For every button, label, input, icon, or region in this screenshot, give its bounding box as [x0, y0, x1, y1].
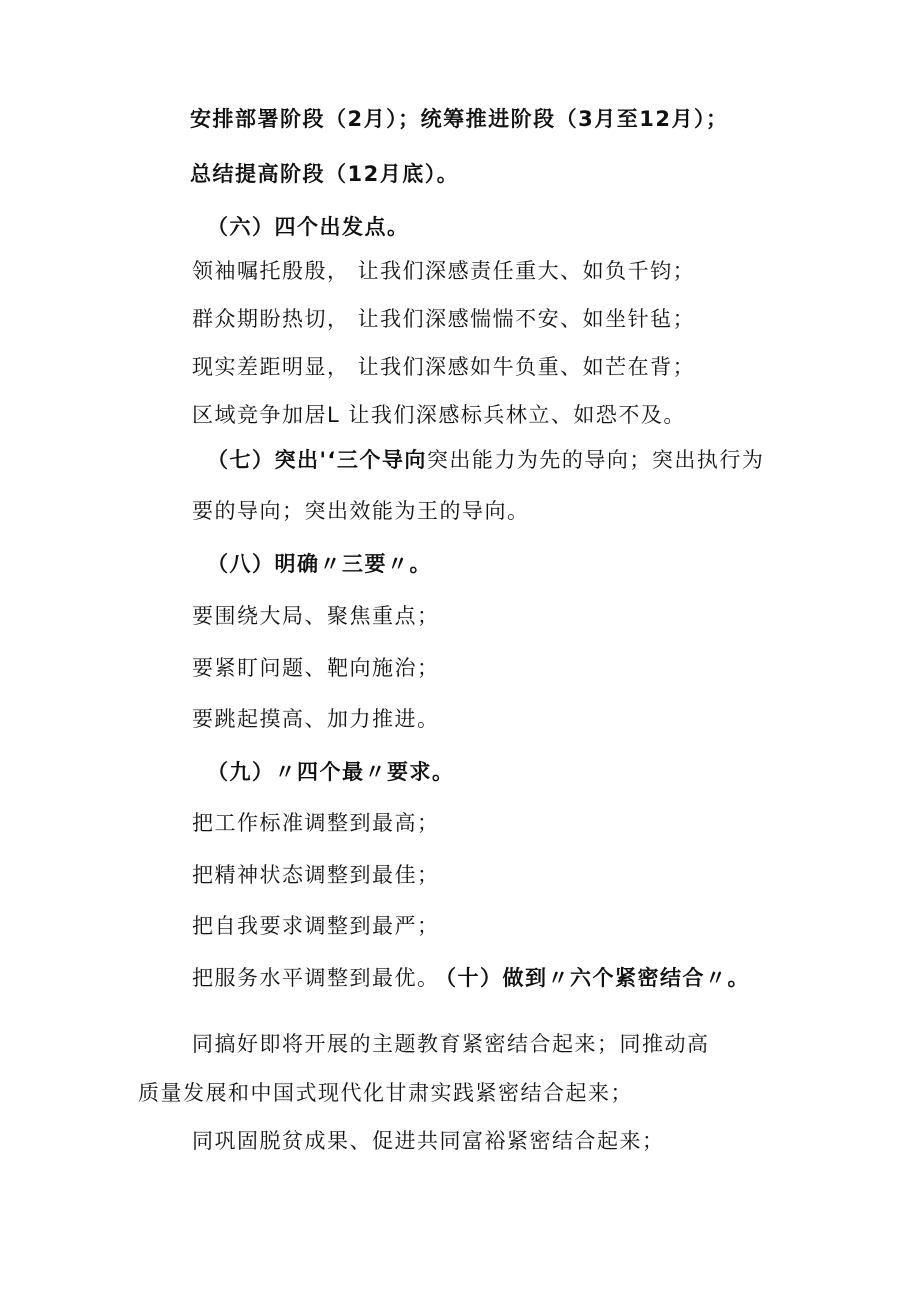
para-10-line-3: 同巩固脱贫成果、促进共同富裕紧密结合起来； [192, 1129, 665, 1153]
para-9-line-3: 把自我要求调整到最严； [192, 914, 440, 938]
para-6-line-1: 领袖嘱托殷殷， 让我们深感责任重大、如负千钧； [192, 259, 696, 283]
heading-7-line [207, 445, 764, 475]
para-8-line-2: 要紧盯问题、靶向施治； [192, 656, 440, 680]
para-9-line-2: 把精神状态调整到最佳； [192, 863, 440, 887]
heading-8: （八）明确〃三要〃。 [207, 552, 432, 576]
para-10-line-1: 同搞好即将开展的主题教育紧密结合起来；同推动高 [192, 1032, 710, 1056]
stage-line-2: 总结提高阶段（12月底）。 [190, 162, 460, 186]
para-7: 要的导向；突出效能为王的导向。 [192, 499, 530, 523]
para-9-line-4 [192, 963, 750, 993]
heading-10: （十）做到〃六个紧密结合〃。 [445, 966, 750, 990]
para-10-line-2: 质量发展和中国式现代化甘肃实践紧密结合起来； [138, 1081, 633, 1105]
para-6-line-4: 区域竞争加居L 让我们深感标兵林立、如恐不及。 [192, 403, 686, 427]
para-9-line-4-text: 把服务水平调整到最优。 [192, 966, 440, 990]
para-9-line-1: 把工作标准调整到最高； [192, 811, 440, 835]
heading-9: （九）〃四个最〃要求。 [207, 760, 455, 784]
para-8-line-1: 要围绕大局、聚焦重点； [192, 604, 440, 628]
para-6-line-3: 现实差距明显， 让我们深感如牛负重、如芒在背； [192, 355, 696, 379]
heading-7: （七）突出'‘三个导向 [207, 448, 427, 472]
heading-7-text: 突出能力为先的导向；突出执行为 [426, 448, 765, 472]
heading-6: （六）四个出发点。 [207, 215, 410, 239]
para-6-line-2: 群众期盼热切， 让我们深感惴惴不安、如坐针毡； [192, 307, 696, 331]
para-8-line-3: 要跳起摸高、加力推进。 [192, 707, 440, 731]
stage-line-1: 安排部署阶段（2月）；统筹推进阶段（3月至12月）； [190, 107, 729, 131]
